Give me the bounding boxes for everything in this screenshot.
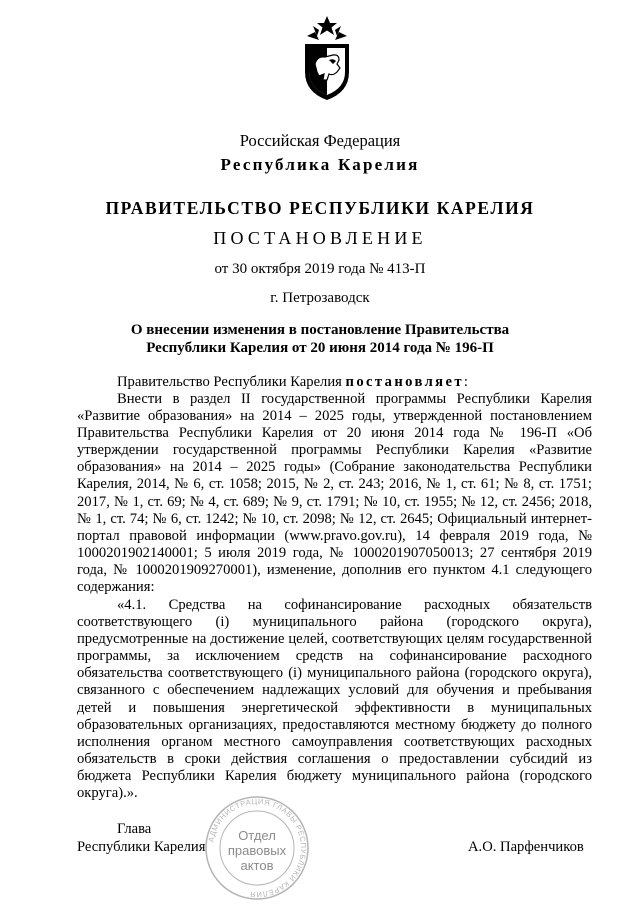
signature-title: Глава: [117, 821, 152, 837]
government-name: ПРАВИТЕЛЬСТВО РЕСПУБЛИКИ КАРЕЛИЯ: [105, 198, 535, 218]
preamble: [77, 374, 592, 391]
preamble-suffix: :: [463, 374, 468, 390]
subject-line-2: Республики Карелия от 20 июня 2014 года № 196-П: [146, 340, 494, 356]
stamp-ring-text: АДМИНИСТРАЦИЯ ГЛАВЫ РЕСПУБЛИКИ КАРЕЛИЯ: [206, 796, 309, 900]
signature-name: А.О. Парфенчиков: [468, 839, 584, 855]
document-subject: [0, 321, 640, 357]
document-type: ПОСТАНОВЛЕНИЕ: [213, 228, 427, 248]
document-city: г. Петрозаводск: [270, 290, 370, 306]
quote-paragraph: «4.1. Средства на софинансирование расходных обязательств соответствующего (i) муниципального района (городского округа), предусмотренные на достижение целей, соответствующих целям государственной программы, за исключением средств на софинансирование расходного обязательства соответствующего (i) муниципального района (городского округа), связанного с обеспечением надлежащих условий для обучения и пребывания детей и повышения энергетической эффективности в муниципальных образовательных организациях, предоставляются местному бюджету до полного исполнения органом местного самоуправления соответствующих расходных обязательств в сроки действия соглашения о предоставлении субсидий из бюджета Республики Карелия бюджету муниципального района (городского округа).».: [77, 597, 592, 802]
preamble-text: Правительство Республики Карелия: [117, 374, 346, 390]
karelia-coat-of-arms-icon: [299, 14, 355, 102]
stamp-line-3: актов: [240, 858, 274, 873]
stamp-line-2: правовых: [227, 843, 287, 858]
signature-org: Республики Карелия: [77, 839, 206, 855]
stamp-line-1: Отдел: [238, 828, 276, 843]
federation-name: Российская Федерация: [239, 131, 401, 150]
subject-line-1: О внесении изменения в постановление Правительства: [130, 322, 510, 338]
stamp-text: [203, 828, 311, 873]
main-paragraph: Внести в раздел II государственной программы Республики Карелия «Развитие образования» на 2014 – 2025 годы, утвержденной постановлением Правительства Республики Карелия от 20 июня 2014 года № 196-П «Об утверждении государственной программы Республики Карелия «Развитие образования» на 2014 – 2025 годы» (Собрание законодательства Республики Карелия, 2014, № 6, ст. 1058; 2015, № 2, ст. 243; 2016, № 1, ст. 61; № 8, ст. 1751; 2017, № 1, ст. 69; № 4, ст. 689; № 9, ст. 1791; № 10, ст. 1955; № 12, ст. 2456; 2018, № 1, ст. 74; № 6, ст. 1242; № 10, ст. 2098; № 12, ст. 2645; Официальный интернет-портал правовой информации (www.pravo.gov.ru), 14 февраля 2019 года, № 1000201902140001; 5 июля 2019 года, № 1000201907050013; 27 сентября 2019 года, № 1000201909270001), изменение, дополнив его пунктом 4.1 следующего содержания:: [77, 391, 592, 596]
republic-name: Республика Карелия: [220, 155, 420, 174]
document-date: от 30 октября 2019 года № 413-П: [214, 261, 426, 277]
preamble-verb: постановляет: [345, 374, 464, 390]
